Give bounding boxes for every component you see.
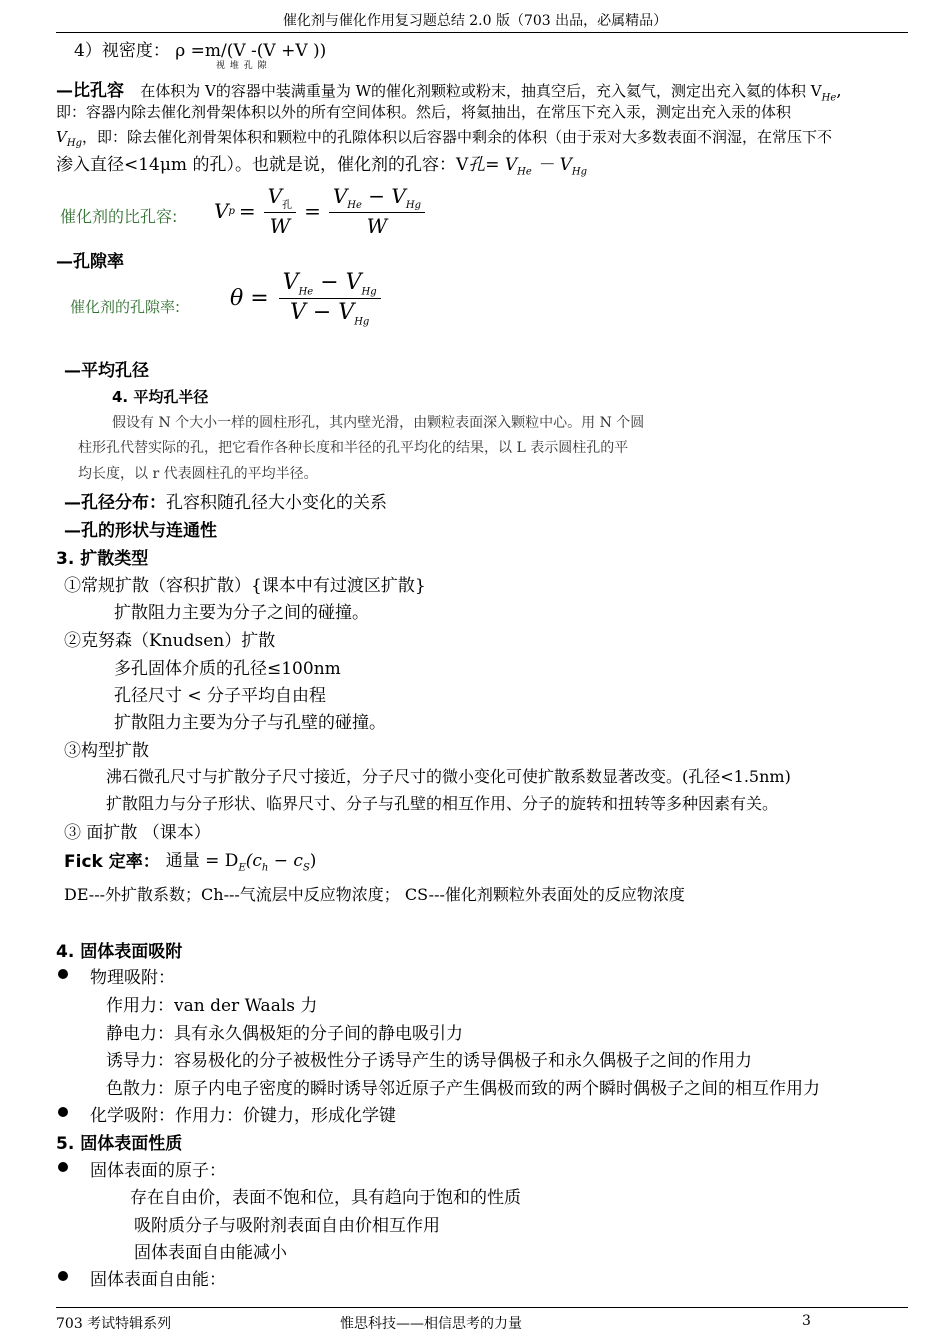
- por-sub-he: He: [298, 286, 314, 298]
- average-pore-heading: —平均孔径: [64, 361, 149, 381]
- frac2-sub-he: He: [347, 200, 362, 211]
- frac1-den: W: [269, 214, 291, 238]
- pore-eq: 孔= V: [468, 155, 518, 175]
- fick-law-line: [64, 846, 316, 873]
- diffusion-item-3b: 扩散阻力与分子形状、临界尺寸、分子与孔壁的相互作用、分子的旋转和扭转等多种因素有关。: [106, 794, 779, 813]
- diffusion-item-1: ①常规扩散（容积扩散）{课本中有过渡区扩散}: [64, 576, 426, 596]
- bullet-icon: [58, 1107, 68, 1117]
- diffusion-item-2c: 扩散阻力主要为分子与孔壁的碰撞。: [114, 713, 386, 733]
- page-number: 3: [802, 1313, 811, 1329]
- eq-2: =: [304, 199, 321, 223]
- adsorption-heading: 4. 固体表面吸附: [56, 942, 183, 962]
- force-van-der-waals: 作用力：van der Waals 力: [106, 996, 318, 1016]
- surface-free-energy: 固体表面自由能：: [90, 1270, 226, 1290]
- fick-cs: − c: [268, 851, 303, 871]
- header-rule: [56, 32, 908, 33]
- diffusion-item-2: ②克努森（Knudsen）扩散: [64, 631, 276, 651]
- porosity-fraction: [279, 270, 381, 328]
- eq-1: =: [238, 199, 256, 223]
- fick-law-label: Fick 定率：: [64, 852, 160, 873]
- fick-flux: 通量 = D: [165, 851, 239, 871]
- average-pore-text-3: 均长度，以 r 代表圆柱孔的平均半径。: [78, 466, 318, 482]
- physical-adsorption: 物理吸附：: [90, 968, 175, 988]
- footer-rule: [56, 1307, 908, 1308]
- pore-shape-heading: —孔的形状与连通性: [64, 521, 217, 541]
- fick-law-definitions: DE---外扩散系数；Ch---气流层中反应物浓度； CS---催化剂颗粒外表面处的反应物浓度: [64, 885, 685, 904]
- frac1-num-sub: 孔: [282, 200, 293, 211]
- diffusion-item-1a: 扩散阻力主要为分子之间的碰撞。: [114, 603, 369, 623]
- por-num-v: V: [282, 270, 299, 295]
- diffusion-item-2a: 多孔固体介质的孔径≤100nm: [114, 659, 341, 679]
- por-sub-hg: Hg: [361, 286, 377, 298]
- surface-atoms-3: 固体表面自由能减小: [134, 1243, 287, 1263]
- bullet-icon: [58, 1271, 68, 1281]
- pore-distribution-heading: —孔径分布：: [64, 493, 166, 513]
- v-symbol: V: [56, 128, 67, 146]
- diffusion-item-3a: 沸石微孔尺寸与扩散分子尺寸接近，分子尺寸的微小变化可使扩散系数显著改变。(孔径<1.5nm): [106, 767, 791, 786]
- pore-volume-line-3: [56, 126, 832, 149]
- pore-volume-text-3: ，即：除去催化剂骨架体积和颗粒中的孔隙体积以后容器中剩余的体积（由于汞对大多数表面不润湿，在常压下不: [81, 128, 832, 146]
- pore-volume-heading: —比孔容: [56, 81, 124, 101]
- theta-eq: θ =: [230, 286, 269, 312]
- footer-center: 惟思科技——相信思考的力量: [340, 1316, 522, 1332]
- diffusion-item-4: ③ 面扩散 （课本）: [64, 823, 211, 843]
- frac2-sub-hg: Hg: [405, 200, 421, 211]
- sub-he-2: He: [517, 166, 532, 178]
- pore-volume-line-4: [56, 150, 587, 177]
- specific-pore-volume-formula: [214, 184, 429, 238]
- force-dispersion: 色散力：原子内电子密度的瞬时诱导邻近原子产生偶极而致的两个瞬时偶极子之间的相互作用力: [106, 1079, 820, 1099]
- porosity-label: 催化剂的孔隙率:: [70, 298, 181, 316]
- frac2-minus: − V: [361, 184, 406, 208]
- frac2-num-v: V: [332, 184, 348, 208]
- frac2-den: W: [366, 214, 388, 238]
- fick-sub-e: E: [238, 862, 246, 874]
- apparent-density-subscripts: 视 堆 孔 隙: [216, 61, 268, 71]
- por-den: V − V: [289, 300, 355, 326]
- diffusion-item-2b: 孔径尺寸 < 分子平均自由程: [114, 686, 327, 706]
- porosity-formula: [230, 270, 385, 328]
- force-electrostatic: 静电力：具有永久偶极矩的分子间的静电吸引力: [106, 1024, 463, 1044]
- fick-ch: (c: [245, 851, 262, 871]
- chemical-adsorption: 化学吸附：作用力：价键力，形成化学键: [90, 1106, 396, 1126]
- diffusion-item-3: ③构型扩散: [64, 741, 149, 761]
- porosity-heading: —孔隙率: [56, 252, 124, 272]
- fick-sub-s: S: [302, 862, 310, 874]
- fick-law-formula: [166, 846, 317, 873]
- fraction-2: [329, 184, 425, 238]
- surface-heading: 5. 固体表面性质: [56, 1134, 183, 1154]
- pore-distribution-text: 孔容积随孔径大小变化的关系: [166, 493, 387, 513]
- surface-atoms: 固体表面的原子：: [90, 1161, 226, 1181]
- vp-symbol: V: [214, 199, 229, 223]
- sub-he: He: [821, 92, 837, 104]
- pore-minus: － V: [531, 155, 572, 175]
- fick-close: ): [309, 851, 317, 871]
- page-header-title: 催化剂与催化作用复习题总结 2.0 版（703 出品，必属精品）: [282, 13, 668, 29]
- sub-hg-2: Hg: [571, 166, 588, 178]
- frac1-num: V: [267, 184, 283, 208]
- bullet-icon: [58, 969, 68, 979]
- average-pore-radius-heading: 4. 平均孔半径: [112, 388, 209, 406]
- specific-pore-volume-label: 催化剂的比孔容:: [60, 207, 178, 226]
- por-minus: − V: [313, 270, 362, 295]
- surface-atoms-2: 吸附质分子与吸附剂表面自由价相互作用: [134, 1216, 440, 1236]
- fraction-1: [264, 184, 296, 238]
- average-pore-text-2: 柱形孔代替实际的孔，把它看作各种长度和半径的孔平均化的结果，以 L 表示圆柱孔的平: [78, 440, 629, 456]
- pore-volume-text-4: 渗入直径<14μm 的孔）。也就是说，催化剂的孔容：V: [56, 155, 469, 175]
- fick-sub-h: h: [261, 862, 269, 874]
- por-den-sub-hg: Hg: [354, 316, 370, 328]
- pore-volume-text-1: 在体积为 V的容器中装满重量为 W的催化剂颗粒或粉末，抽真空后，充入氦气，测定出充入氦的体积 V: [140, 82, 822, 100]
- vp-sub: p: [228, 205, 235, 217]
- force-induction: 诱导力：容易极化的分子被极性分子诱导产生的诱导偶极子和永久偶极子之间的作用力: [106, 1051, 752, 1071]
- sub-hg: Hg: [66, 138, 82, 149]
- apparent-density-line: 4）视密度： ρ =m/(V -(V +V )): [74, 41, 327, 61]
- bullet-icon: [58, 1162, 68, 1172]
- diffusion-heading: 3. 扩散类型: [56, 549, 149, 569]
- pore-volume-line-1: —比孔容 在体积为 V的容器中装满重量为 W的催化剂颗粒或粉末，抽真空后，充入氦气，测定出充入氦的体积 $V_{He}$,: [56, 81, 842, 104]
- pore-distribution-line: [64, 488, 387, 513]
- pore-volume-line-2: 即：容器内除去催化剂骨架体积以外的所有空间体积。然后，将氦抽出，在常压下充入汞，测定出充入汞的体积: [56, 103, 792, 121]
- surface-atoms-1: 存在自由价，表面不饱和位，具有趋向于饱和的性质: [130, 1188, 521, 1208]
- average-pore-text-1: 假设有 N 个大小一样的圆柱形孔，其内壁光滑，由颗粒表面深入颗粒中心。用 N 个圆: [112, 415, 645, 431]
- footer-left: 703 考试特辑系列: [56, 1316, 172, 1332]
